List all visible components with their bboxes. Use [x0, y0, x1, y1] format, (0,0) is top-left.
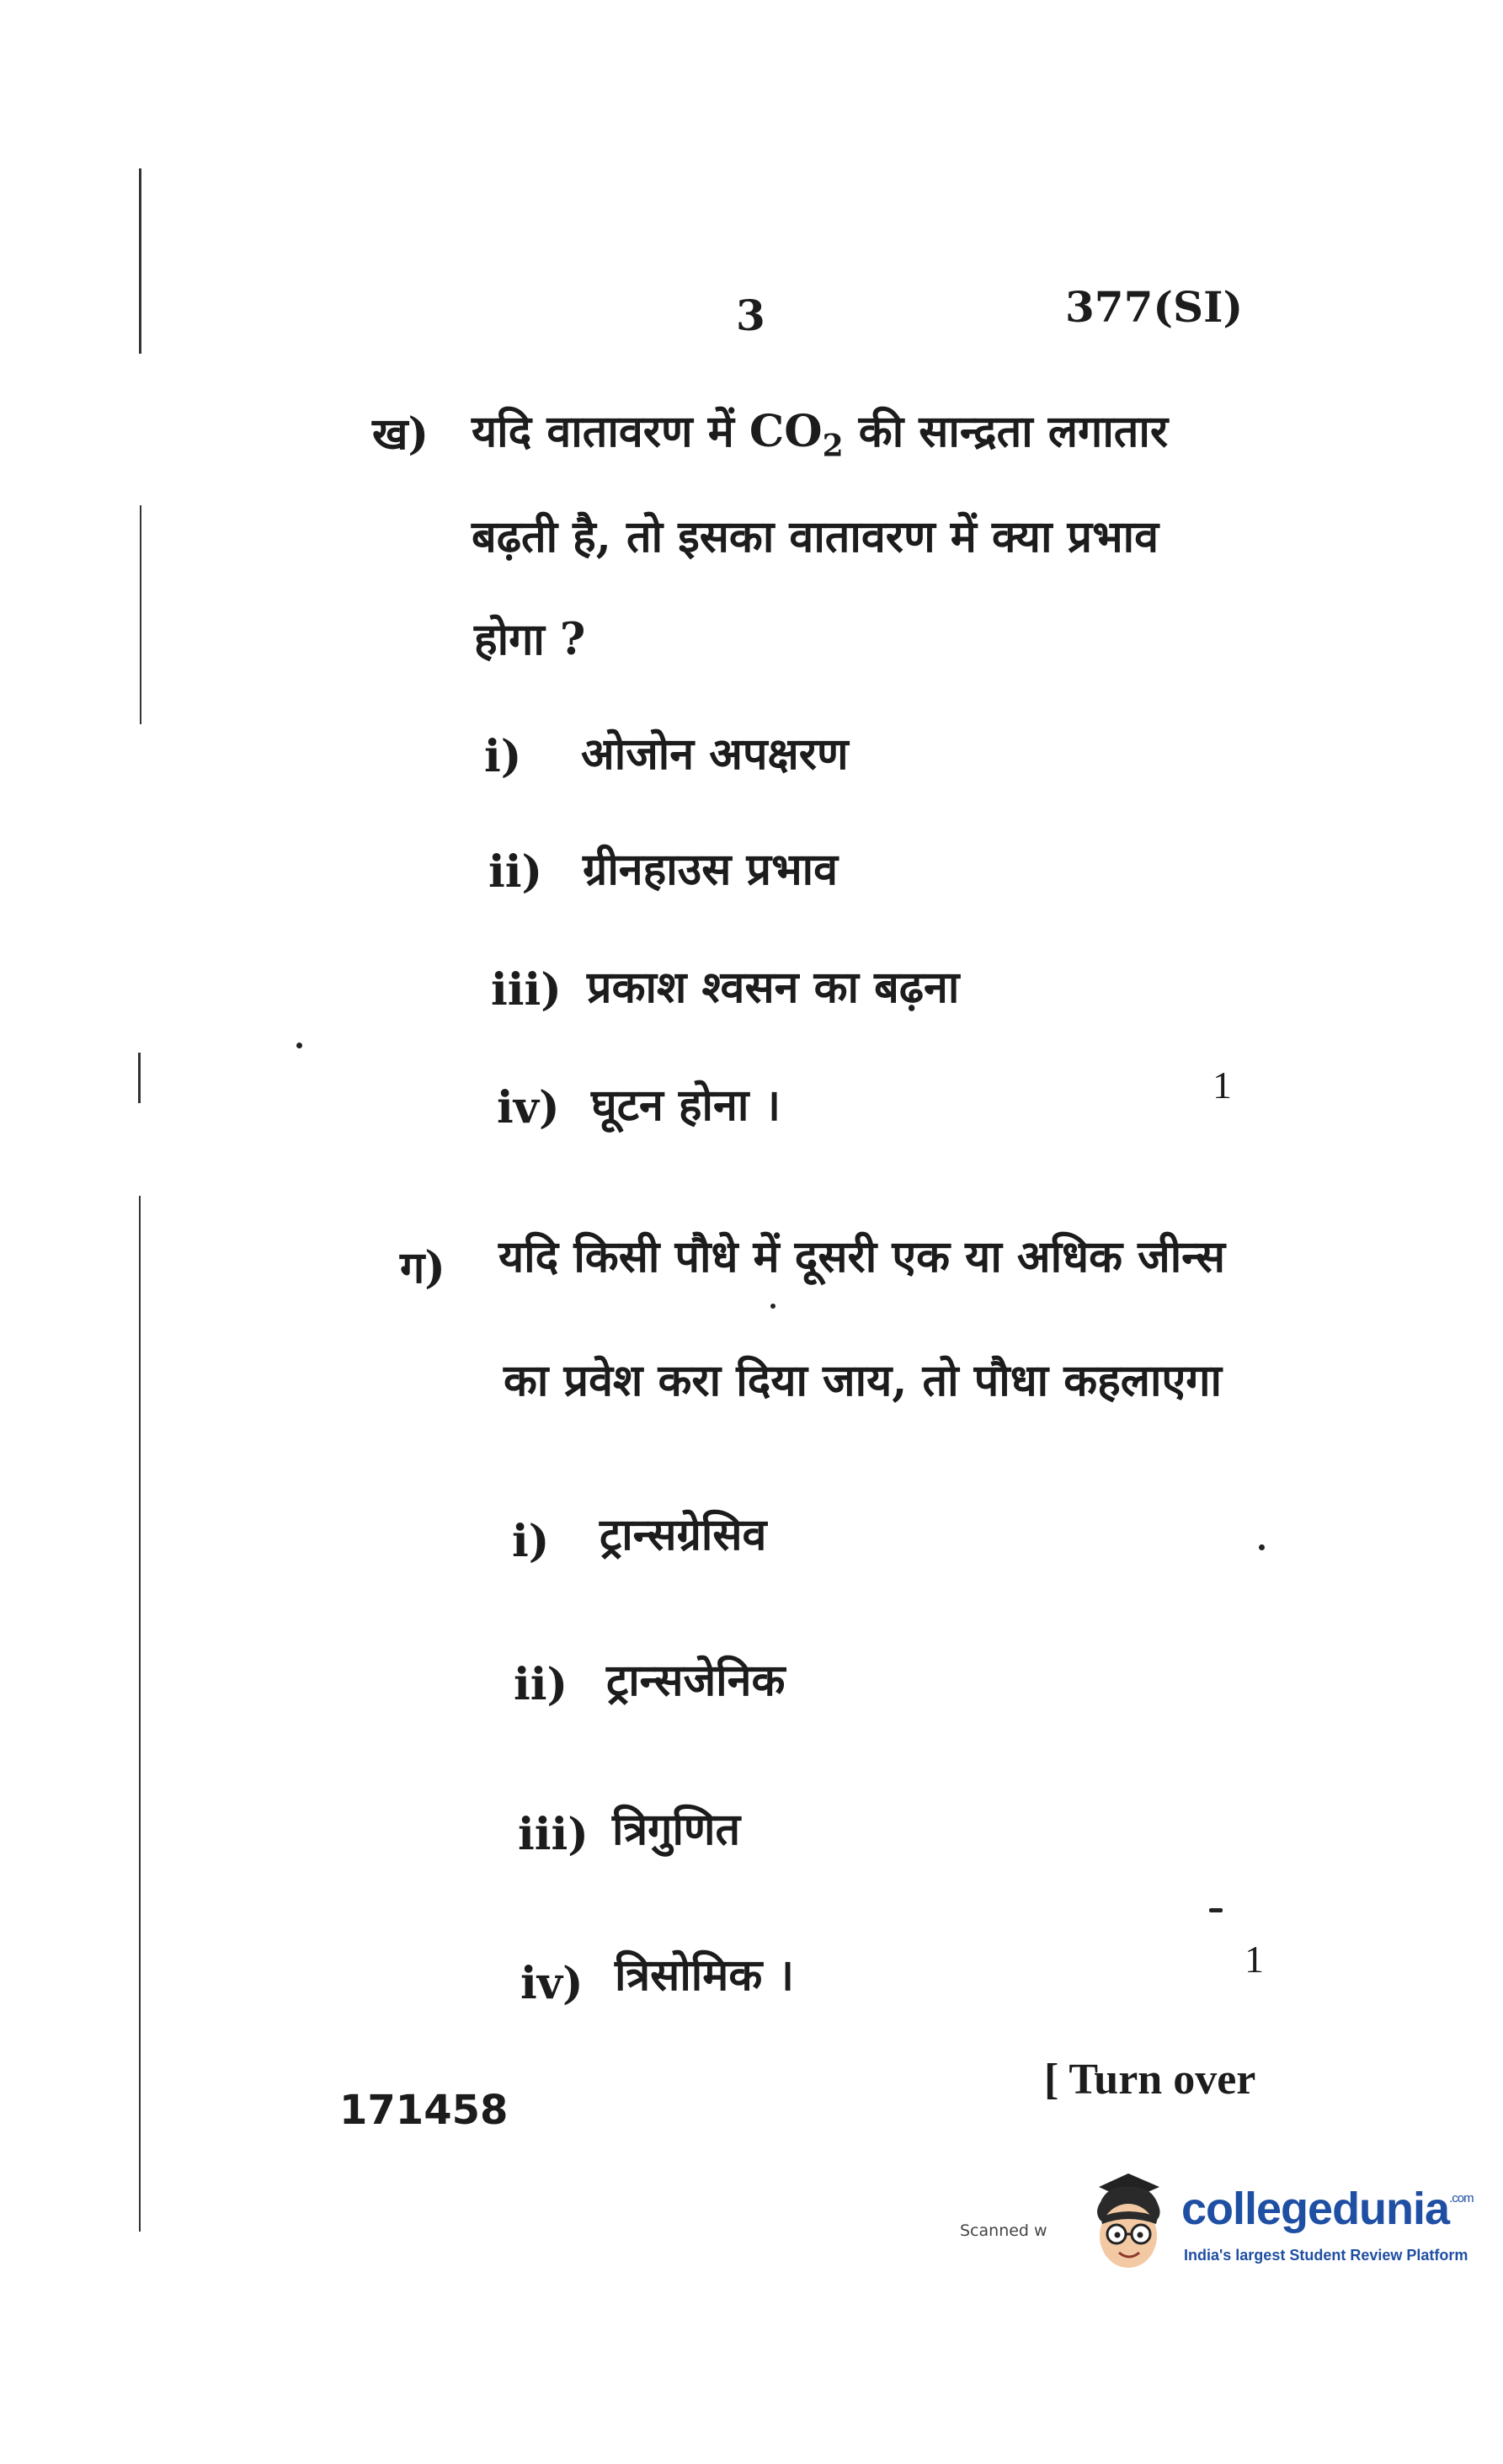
scan-margin-line	[139, 1196, 141, 2232]
marks: 1	[1213, 1064, 1232, 1107]
question-label: ग)	[400, 1242, 445, 1293]
brand-name: collegedunia	[1181, 2184, 1450, 2234]
question-text-part: की सान्द्रता लगातार	[843, 406, 1169, 457]
option-text: ओजोन अपक्षरण	[581, 728, 849, 780]
question-text-line: होगा ?	[474, 614, 586, 665]
option-number: iv)	[520, 1958, 584, 2009]
scan-margin-line	[140, 505, 141, 724]
scan-speck	[770, 1304, 775, 1309]
option-text: प्रकाश श्वसन का बढ़ना	[587, 962, 960, 1013]
option-text: ट्रान्सग्रेसिव	[600, 1509, 767, 1560]
brand-tagline: India's largest Student Review Platform	[1184, 2247, 1468, 2264]
question-text-part: यदि वातावरण में CO	[472, 406, 823, 457]
scan-margin-line	[139, 168, 141, 354]
option-text: त्रिसोमिक ।	[615, 1949, 795, 2001]
option-number: iv)	[497, 1082, 560, 1133]
turn-over-text: [ Turn over	[1044, 2056, 1256, 2104]
option-number: iii)	[518, 1809, 589, 1860]
scan-margin-line	[138, 1053, 141, 1103]
option-text: त्रिगुणित	[612, 1804, 741, 1855]
question-label: ख)	[372, 408, 429, 460]
option-number: iii)	[491, 964, 562, 1016]
scan-speck	[1209, 1908, 1223, 1912]
option-text: घूटन होना ।	[591, 1080, 781, 1131]
marks: 1	[1245, 1938, 1264, 1981]
scan-speck	[1259, 1544, 1265, 1550]
brand-logo-text	[1181, 2183, 1474, 2235]
option-text: ट्रान्सजेनिक	[606, 1655, 786, 1706]
question-text-line: का प्रवेश करा दिया जाय, तो पौधा कहलाएगा	[504, 1355, 1223, 1406]
option-text: ग्रीनहाउस प्रभाव	[583, 844, 839, 895]
question-text-line: यदि किसी पौधे में दूसरी एक या अधिक जीन्स	[498, 1231, 1226, 1283]
paper-code: 377(SI)	[1065, 282, 1244, 332]
scanned-with-text: Scanned w	[960, 2221, 1047, 2240]
serial-number: 171458	[339, 2087, 509, 2134]
option-number: ii)	[488, 846, 543, 898]
question-text-line: बढ़ती है, तो इसका वातावरण में क्या प्रभाव	[472, 511, 1159, 563]
option-number: i)	[512, 1516, 550, 1567]
option-number: ii)	[514, 1659, 568, 1710]
student-mascot-icon	[1082, 2168, 1175, 2295]
question-text-line	[472, 400, 1168, 463]
page-number: 3	[736, 291, 765, 340]
scan-speck	[296, 1043, 302, 1048]
option-number: i)	[484, 731, 522, 782]
brand-domain: .com	[1449, 2191, 1474, 2205]
subscript: 2	[822, 428, 844, 464]
